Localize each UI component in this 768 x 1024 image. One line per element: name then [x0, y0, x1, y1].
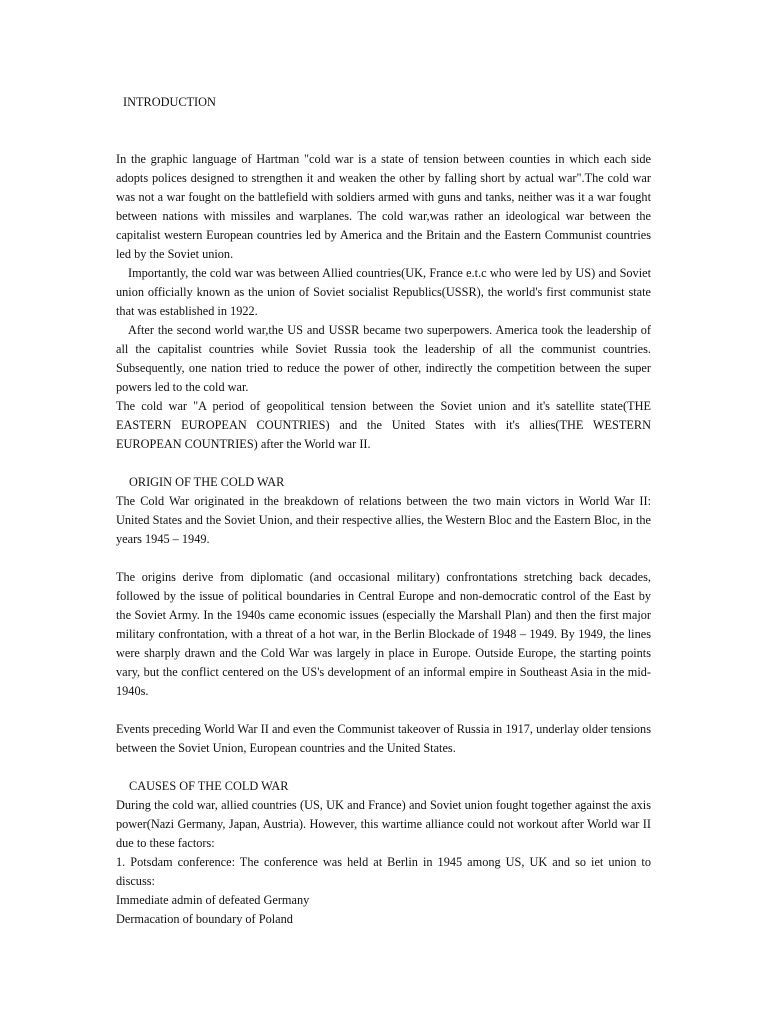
causes-paragraph-1: During the cold war, allied countries (US, UK and France) and Soviet union fought together against the axis power(Nazi Germany, Japan, Austria). However, this wartime alliance could not workout after World war II due to these factors: [116, 798, 651, 850]
spacer [116, 454, 651, 473]
introduction-paragraph-2: Importantly, the cold war was between Allied countries(UK, France e.t.c who were led by US) and Soviet union officially known as the union of Soviet socialist Republics(USSR), the world's first communist state that was established in 1922. [116, 266, 651, 318]
heading-origin: ORIGIN OF THE COLD WAR [129, 475, 285, 489]
document-page [116, 93, 651, 929]
causes-list-item: Immediate admin of defeated Germany [116, 893, 310, 907]
heading-causes: CAUSES OF THE COLD WAR [129, 779, 289, 793]
causes-list-item: Dermacation of boundary of Poland [116, 912, 293, 926]
spacer [116, 549, 651, 568]
spacer [116, 112, 651, 150]
introduction-paragraph-1: In the graphic language of Hartman "cold war is a state of tension between counties in which each side adopts polices designed to strengthen it and weaken the other by falling short by actual war".The cold war was not a war fought on the battlefield with soldiers armed with guns and tanks, neither was it a war fought between nations with missiles and warplanes. The cold war,was rather an ideological war between the capitalist western European countries led by America and the Britain and the Eastern Communist countries led by the Soviet union. [116, 152, 651, 261]
causes-paragraph-2: 1. Potsdam conference: The conference was held at Berlin in 1945 among US, UK and so iet union to discuss: [116, 855, 651, 888]
introduction-paragraph-4: The cold war "A period of geopolitical tension between the Soviet union and it's satellite state(THE EASTERN EUROPEAN COUNTRIES) and the United States with it's allies(THE WESTERN EUROPEAN COUNTRIES) after the World war II. [116, 399, 651, 451]
spacer [116, 701, 651, 720]
origin-paragraph-2: The origins derive from diplomatic (and occasional military) confrontations stretching back decades, followed by the issue of political boundaries in Central Europe and non-democratic control of the East by the Soviet Army. In the 1940s came economic issues (especially the Marshall Plan) and then the first major military confrontation, with a threat of a hot war, in the Berlin Blockade of 1948 – 1949. By 1949, the lines were sharply drawn and the Cold War was largely in place in Europe. Outside Europe, the starting points vary, but the conflict centered on the US's development of an informal empire in Southeast Asia in the mid-1940s. [116, 570, 651, 698]
spacer [116, 758, 651, 777]
introduction-paragraph-3: After the second world war,the US and USSR became two superpowers. America took the leadership of all the capitalist countries while Soviet Russia took the leadership of all the communist countries. Subsequently, one nation tried to reduce the power of other, indirectly the competition between the super powers led to the cold war. [116, 323, 651, 394]
heading-introduction: INTRODUCTION [123, 95, 216, 109]
origin-paragraph-1: The Cold War originated in the breakdown of relations between the two main victors in World War II: United States and the Soviet Union, and their respective allies, the Western Bloc and the Eastern Bloc, in the years 1945 – 1949. [116, 494, 651, 546]
origin-paragraph-3: Events preceding World War II and even the Communist takeover of Russia in 1917, underlay older tensions between the Soviet Union, European countries and the United States. [116, 722, 651, 755]
